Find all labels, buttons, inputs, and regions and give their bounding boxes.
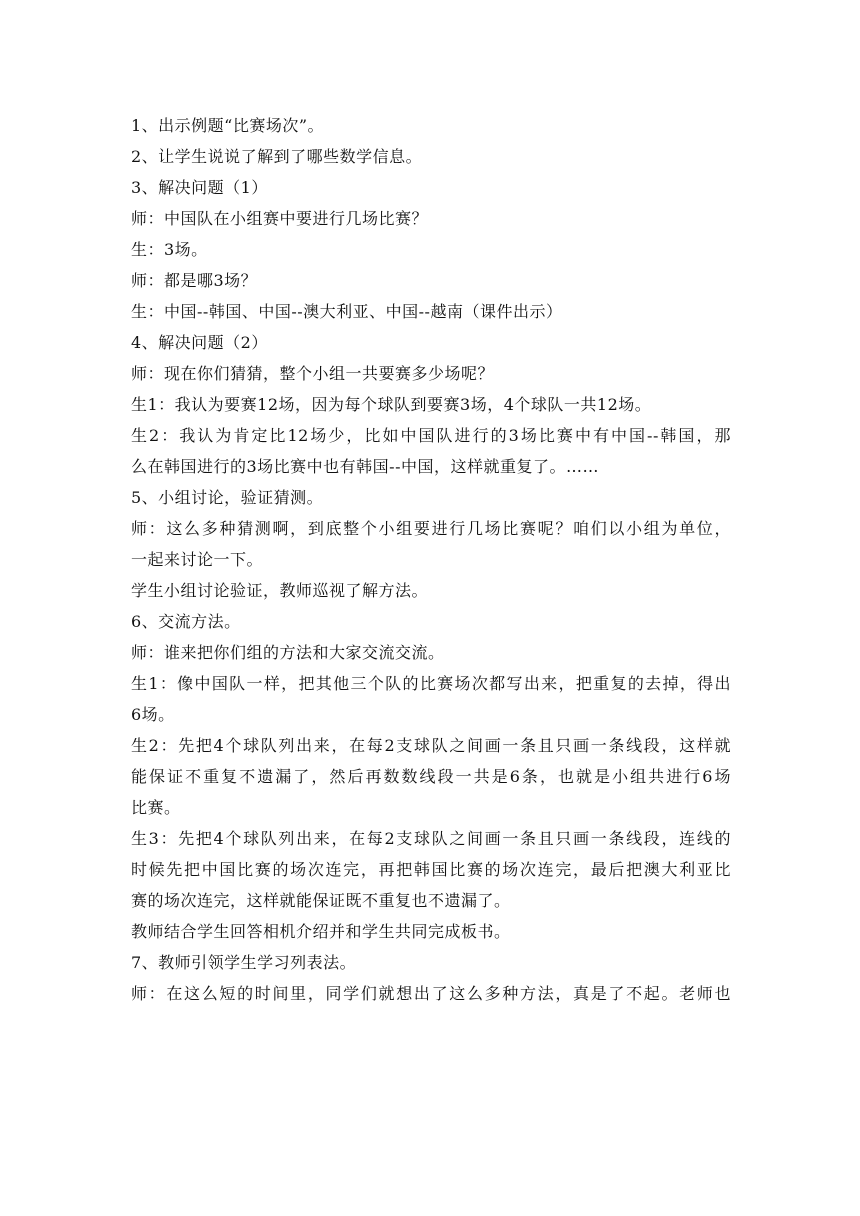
document-line: 2、让学生说说了解到了哪些数学信息。 bbox=[131, 147, 423, 166]
document-line: 么在韩国进行的3场比赛中也有韩国--中国，这样就重复了。…… bbox=[131, 457, 599, 476]
document-line: 师：在这么短的时间里，同学们就想出了这么多种方法，真是了不起。老师也 bbox=[131, 984, 731, 1003]
document-line: 能保证不重复不遗漏了，然后再数数线段一共是6条，也就是小组共进行6场 bbox=[131, 767, 731, 786]
document-line: 7、教师引领学生学习列表法。 bbox=[131, 953, 357, 972]
document-line: 生1：我认为要赛12场，因为每个球队到要赛3场，4个球队一共12场。 bbox=[131, 395, 652, 414]
document-line: 1、出示例题“比赛场次”。 bbox=[131, 116, 325, 135]
document-line: 6场。 bbox=[131, 705, 175, 724]
document-line: 学生小组讨论验证，教师巡视了解方法。 bbox=[131, 581, 429, 600]
document-line: 师：这么多种猜测啊，到底整个小组要进行几场比赛呢？咱们以小组为单位， bbox=[131, 519, 731, 538]
document-body bbox=[131, 110, 731, 1009]
document-line: 赛的场次连完，这样就能保证既不重复也不遗漏了。 bbox=[131, 891, 511, 910]
document-line: 生2：先把4个球队列出来，在每2支球队之间画一条且只画一条线段，这样就 bbox=[131, 736, 731, 755]
document-line: 师：中国队在小组赛中要进行几场比赛？ bbox=[131, 209, 429, 228]
document-line: 生：3场。 bbox=[131, 240, 208, 259]
document-line: 生3：先把4个球队列出来，在每2支球队之间画一条且只画一条线段，连线的 bbox=[131, 829, 731, 848]
document-line: 4、解决问题（2） bbox=[131, 333, 268, 352]
document-line: 5、小组讨论，验证猜测。 bbox=[131, 488, 324, 507]
document-line: 师：都是哪3场？ bbox=[131, 271, 258, 290]
document-line: 生2：我认为肯定比12场少，比如中国队进行的3场比赛中有中国--韩国，那 bbox=[131, 426, 731, 445]
document-line: 生1：像中国队一样，把其他三个队的比赛场次都写出来，把重复的去掉，得出 bbox=[131, 674, 731, 693]
document-line: 比赛。 bbox=[131, 798, 181, 817]
document-line: 6、交流方法。 bbox=[131, 612, 241, 631]
document-line: 3、解决问题（1） bbox=[131, 178, 268, 197]
document-line: 师：谁来把你们组的方法和大家交流交流。 bbox=[131, 643, 445, 662]
document-line: 一起来讨论一下。 bbox=[131, 550, 264, 569]
document-line: 生：中国--韩国、中国--澳大利亚、中国--越南（课件出示） bbox=[131, 302, 563, 321]
document-line: 师：现在你们猜猜，整个小组一共要赛多少场呢？ bbox=[131, 364, 495, 383]
document-line: 教师结合学生回答相机介绍并和学生共同完成板书。 bbox=[131, 922, 511, 941]
document-line: 时候先把中国比赛的场次连完，再把韩国比赛的场次连完，最后把澳大利亚比 bbox=[131, 860, 731, 879]
